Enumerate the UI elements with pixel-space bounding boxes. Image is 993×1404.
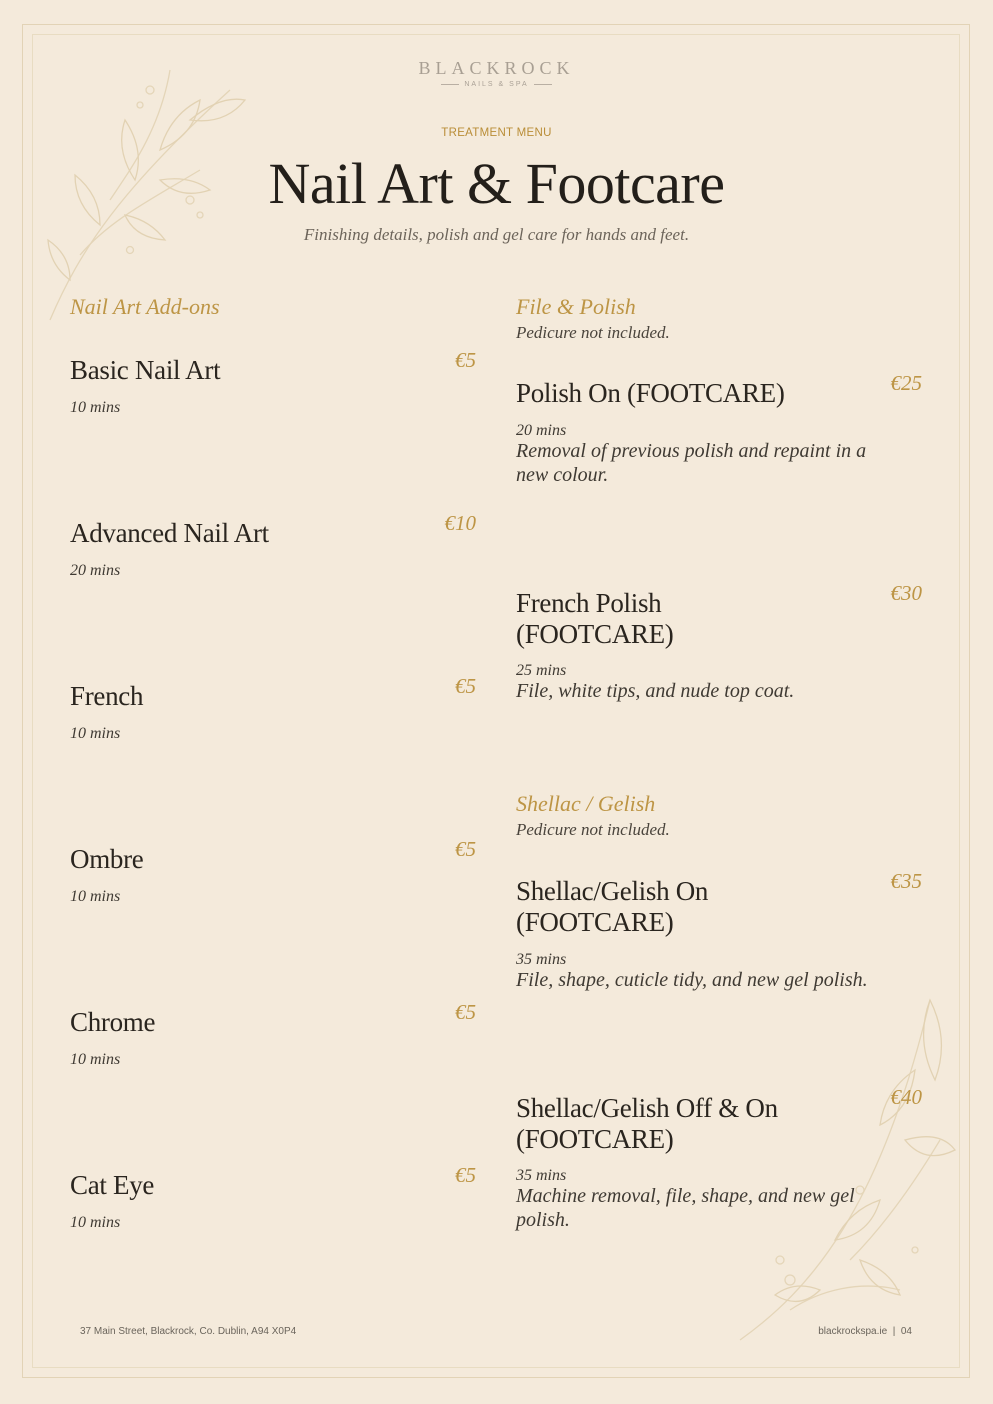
item-price: €35 (890, 869, 922, 893)
item-duration: 35 mins (516, 1167, 567, 1184)
item-description: Removal of previous polish and repaint in a (516, 440, 867, 462)
item-price: €5 (455, 1000, 476, 1024)
page-subtitle: Finishing details, polish and gel care for hands and feet. (303, 225, 690, 244)
section-title-nail-art: Nail Art Add-ons (70, 294, 220, 319)
item-price: €5 (455, 348, 476, 372)
item-duration: 10 mins (70, 1051, 121, 1068)
item-price: €5 (455, 674, 476, 698)
item-name: Shellac/Gelish On (516, 876, 709, 906)
item-name: (FOOTCARE) (516, 907, 674, 937)
item-duration: 10 mins (70, 888, 121, 905)
item-price: €10 (444, 511, 476, 535)
item-duration: 25 mins (516, 662, 567, 679)
item-name: Basic Nail Art (70, 355, 221, 385)
item-name: (FOOTCARE) (516, 1124, 674, 1154)
item-duration: 10 mins (70, 399, 121, 416)
brand-name: BLACKROCK (418, 58, 575, 78)
section-title-shellac: Shellac / Gelish (516, 791, 656, 816)
item-duration: 10 mins (70, 725, 121, 742)
item-name: French (70, 681, 144, 711)
section-note: Pedicure not included. (516, 323, 670, 342)
item-name: Polish On (FOOTCARE) (516, 378, 785, 408)
item-duration: 20 mins (70, 562, 121, 579)
item-name: Ombre (70, 844, 144, 874)
item-name: Shellac/Gelish Off & On (516, 1093, 778, 1123)
item-name: Advanced Nail Art (70, 518, 269, 548)
item-price: €40 (890, 1085, 922, 1109)
item-duration: 10 mins (70, 1214, 121, 1231)
item-description: File, white tips, and nude top coat. (516, 680, 795, 702)
brand-tagline: NAILS & SPA (0, 81, 993, 88)
item-duration: 35 mins (516, 951, 567, 968)
item-description: new colour. (516, 464, 609, 486)
item-price: €5 (455, 1163, 476, 1187)
item-price: €25 (890, 371, 922, 395)
page-title: Nail Art & Footcare (268, 151, 725, 216)
item-name: Chrome (70, 1007, 156, 1037)
section-title-file-polish: File & Polish (516, 294, 636, 319)
item-name: French Polish (516, 588, 662, 618)
item-name: (FOOTCARE) (516, 619, 674, 649)
item-description: polish. (516, 1209, 570, 1231)
item-duration: 20 mins (516, 422, 567, 439)
section-note: Pedicure not included. (516, 820, 670, 839)
footer-website-page: blackrockspa.ie | 04 (818, 1326, 912, 1337)
footer-address: 37 Main Street, Blackrock, Co. Dublin, A94 X0P4 (80, 1326, 297, 1337)
item-price: €30 (890, 581, 922, 605)
menu-kicker: TREATMENT MENU (441, 127, 552, 139)
item-name: Cat Eye (70, 1170, 155, 1200)
item-description: Machine removal, file, shape, and new gel (516, 1185, 855, 1207)
brand-logo (0, 58, 993, 88)
item-price: €5 (455, 837, 476, 861)
item-description: File, shape, cuticle tidy, and new gel polish. (516, 969, 868, 991)
